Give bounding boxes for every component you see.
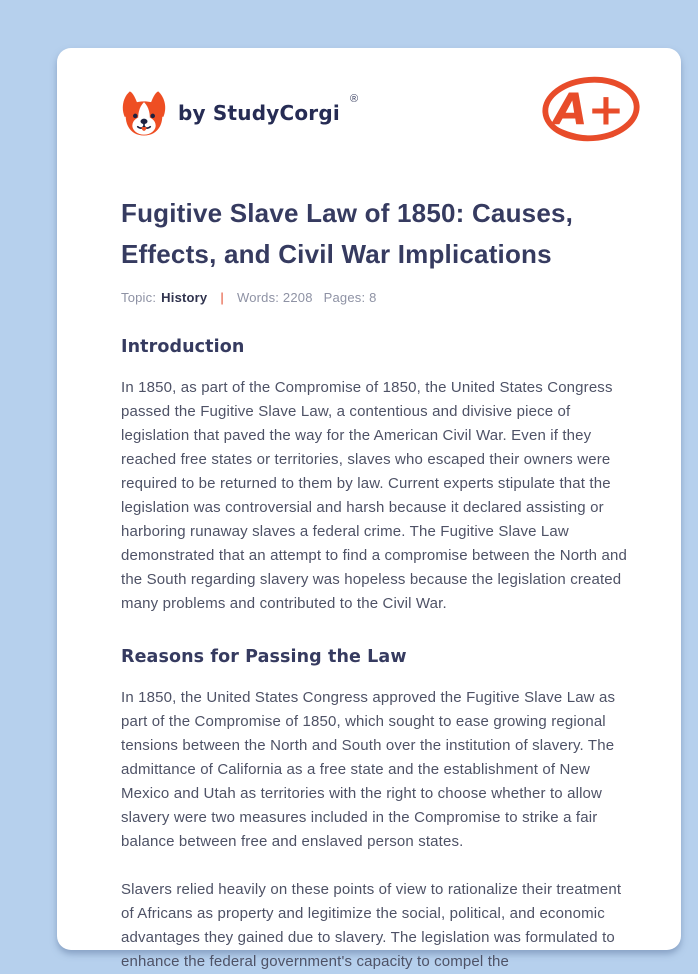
- section-heading-introduction: Introduction: [121, 337, 245, 357]
- topic-label: Topic:: [121, 290, 157, 305]
- studycorgi-brand-link[interactable]: [119, 89, 358, 137]
- page-title: Fugitive Slave Law of 1850: Causes, Effects, and Civil War Implications: [121, 198, 574, 269]
- registered-trademark: ®: [349, 92, 359, 105]
- corgi-mascot-icon: [119, 89, 169, 137]
- article-meta: [121, 290, 628, 305]
- section-heading-reasons: Reasons for Passing the Law: [121, 647, 407, 667]
- pages-count: Pages: 8: [323, 290, 377, 305]
- a-plus-badge: [539, 74, 643, 151]
- paragraph: Slavers relied heavily on these points of view to rationalize their treatment of Africans as property and legitimize the social, political, and economic advantages they gained due to slavery. The legislation was formulated to enhance the federal government's capacity to compel the: [121, 881, 622, 970]
- topic-link[interactable]: History: [161, 290, 208, 305]
- meta-divider: |: [220, 290, 224, 305]
- document-content: [57, 193, 681, 974]
- grade-text: A+: [553, 84, 625, 136]
- card-header: [57, 48, 681, 151]
- brand-text: by StudyCorgi: [178, 100, 340, 125]
- document-card: [57, 48, 681, 970]
- a-plus-circle-icon: [539, 74, 643, 146]
- paragraph: In 1850, the United States Congress approved the Fugitive Slave Law as part of the Compromise of 1850, which sought to ease growing regional tensions between the North and South over the institution of slavery. The admittance of California as a free state and the establishment of New Mexico and Utah as territories with the right to choose whether to allow slavery were two measures included in the Compromise to strike a fair balance between free and enslaved person states.: [121, 689, 616, 850]
- words-count: Words: 2208: [236, 290, 313, 305]
- paragraph: In 1850, as part of the Compromise of 1850, the United States Congress passed the Fugitive Slave Law, a contentious and divisive piece of legislation that paved the way for the American Civil War. Even if they reached free states or territories, slaves who escaped their owners were required to be returned to them by law. Current experts stipulate that the legislation was controversial and harsh because it declared assisting or harboring runaway slaves a federal crime. The Fugitive Slave Law demonstrated that an attempt to find a compromise between the North and the South regarding slavery was hopeless because the legislation created many problems and contributed to the Civil War.: [121, 379, 627, 612]
